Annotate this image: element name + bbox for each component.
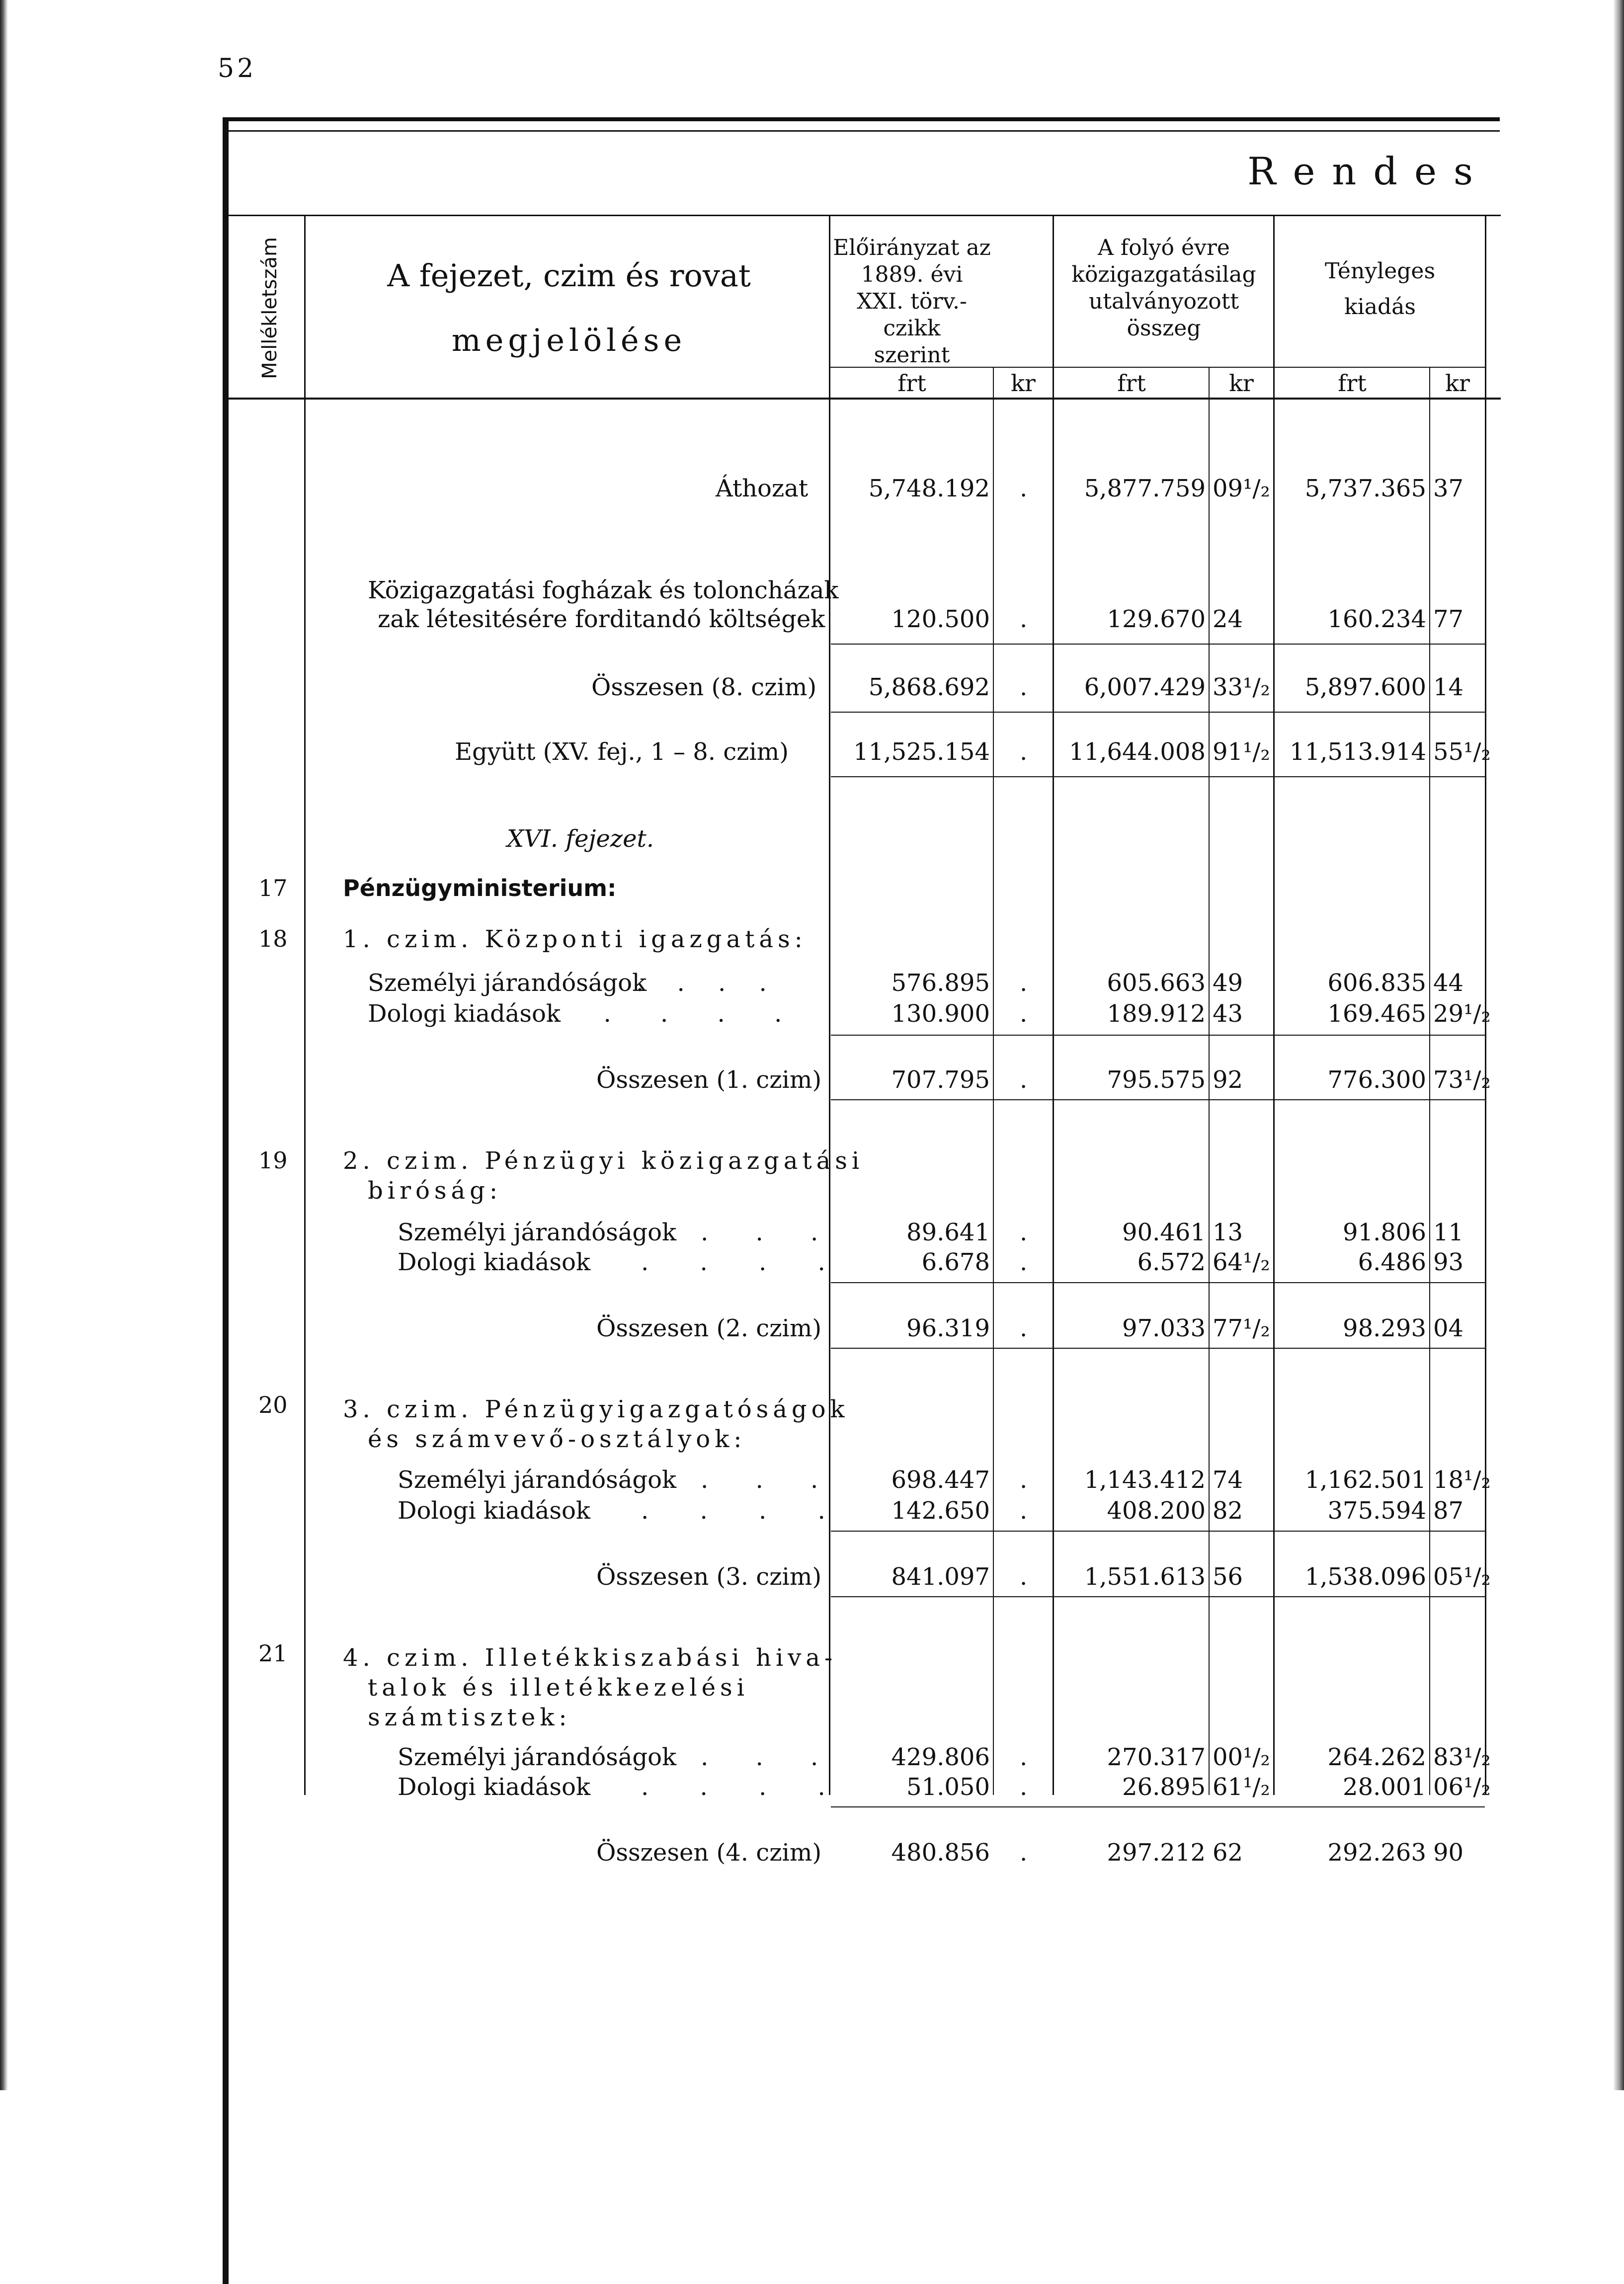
row-value-2: 6,007.429 [1084, 673, 1206, 701]
sum-rule [831, 1035, 1485, 1036]
row-value-3: 5,897.600 [1304, 673, 1426, 701]
header-description-1: A fejezet, czim és rovat [387, 257, 751, 294]
total-value-1: 707.795 [891, 1066, 990, 1094]
header-col2-line: A folyó évre [1098, 235, 1230, 260]
header-col1-line: XXI. törv.-czikk [857, 289, 967, 341]
item-value-1: 576.895 [891, 969, 990, 997]
leader-dots: . . . . [641, 1497, 847, 1525]
row-kr-3: 37 [1433, 475, 1464, 502]
sum-rule [831, 776, 1485, 777]
item-value-3: 264.262 [1327, 1743, 1426, 1771]
unit-frt-2: frt [1117, 370, 1146, 397]
item-kr-2: 82 [1213, 1497, 1243, 1525]
item-value-1: 142.650 [891, 1497, 990, 1525]
row-value-1: 5,868.692 [868, 673, 990, 701]
item-value-1: 130.900 [891, 1000, 990, 1028]
item-label: Személyi járandóságok [368, 969, 647, 997]
row-kr-1: . [1020, 673, 1028, 701]
total-kr-1: . [1020, 1314, 1028, 1342]
header-col3 [1275, 253, 1485, 325]
item-label: Dologi kiadások [398, 1497, 590, 1525]
item-kr-3: 18¹/₂ [1433, 1466, 1491, 1494]
item-label: Személyi járandóságok [398, 1219, 677, 1246]
row-value-2: 5,877.759 [1084, 475, 1206, 502]
block-number: 21 [258, 1640, 288, 1667]
row-value-1: 11,525.154 [853, 738, 990, 766]
total-kr-3: 04 [1433, 1314, 1464, 1342]
scan-edge-left [0, 0, 8, 2090]
total-kr-2: 77¹/₂ [1213, 1314, 1270, 1342]
item-kr-1: . [1020, 1000, 1028, 1028]
row-value-1: 5,748.192 [868, 475, 990, 502]
item-value-2: 26.895 [1122, 1773, 1206, 1801]
row-kr-2: 09¹/₂ [1213, 475, 1270, 502]
sum-rule [831, 1348, 1485, 1349]
item-value-2: 605.663 [1107, 969, 1206, 997]
row-value-3: 160.234 [1327, 605, 1426, 633]
unit-kr-2: kr [1229, 370, 1254, 397]
block-title: talok és illetékkezelési [368, 1674, 749, 1702]
col-rule-2kr [1209, 368, 1210, 1795]
row-kr-2: 33¹/₂ [1213, 673, 1270, 701]
row-kr-2: 91¹/₂ [1213, 738, 1270, 766]
item-label: Személyi járandóságok [398, 1743, 677, 1771]
unit-frt-3: frt [1338, 370, 1367, 397]
total-value-2: 297.212 [1107, 1839, 1206, 1867]
header-col2 [1055, 235, 1273, 342]
item-value-1: 6.678 [921, 1248, 990, 1276]
header-col3-line: Tényleges [1324, 258, 1436, 284]
item-kr-1: . [1020, 1773, 1028, 1801]
item-kr-1: . [1020, 1219, 1028, 1246]
header-col2-line: utalványozott [1088, 289, 1239, 314]
item-kr-2: 74 [1213, 1466, 1243, 1494]
sum-rule [831, 1596, 1485, 1597]
total-label: Összesen (1. czim) [596, 1066, 822, 1094]
total-value-3: 292.263 [1327, 1839, 1426, 1867]
total-kr-1: . [1020, 1839, 1028, 1867]
total-value-3: 1,538.096 [1304, 1563, 1426, 1591]
item-value-2: 1,143.412 [1084, 1466, 1206, 1494]
block-title: 4. czim. Illetékkiszabási hiva- [343, 1644, 837, 1672]
total-kr-3: 73¹/₂ [1433, 1066, 1491, 1094]
row-label: Együtt (XV. fej., 1 – 8. czim) [455, 738, 789, 766]
leader-dots: . . . . [641, 1248, 847, 1276]
row-value-3: 11,513.914 [1290, 738, 1426, 766]
row-label-line1: Közigazgatási fogházak és toloncházak [368, 576, 839, 604]
total-kr-1: . [1020, 1563, 1028, 1591]
total-label: Összesen (4. czim) [596, 1839, 822, 1867]
row-value-3: 5,737.365 [1304, 475, 1426, 502]
col-rule-1kr [993, 368, 994, 1795]
scan-edge-right [1613, 0, 1624, 2090]
sum-rule [831, 1282, 1485, 1283]
unit-frt-1: frt [897, 370, 926, 397]
header-col1-line: Előirányzat az [833, 235, 991, 260]
col-rule-no [304, 215, 306, 1795]
item-kr-1: . [1020, 1743, 1028, 1771]
unit-kr-1: kr [1011, 370, 1036, 397]
leader-dots: . . . . [636, 969, 780, 997]
total-kr-2: 92 [1213, 1066, 1243, 1094]
block-title: 3. czim. Pénzügyigazgatóságok [343, 1395, 849, 1423]
item-kr-3: 93 [1433, 1248, 1464, 1276]
total-kr-3: 90 [1433, 1839, 1464, 1867]
item-kr-2: 00¹/₂ [1213, 1743, 1270, 1771]
page-number: 52 [218, 54, 257, 83]
section-title: Rendes [1247, 149, 1490, 193]
item-kr-3: 29¹/₂ [1433, 1000, 1491, 1028]
header-rotated-label: Mellékletszám [258, 237, 281, 379]
sum-rule [831, 644, 1485, 645]
total-kr-3: 05¹/₂ [1433, 1563, 1491, 1591]
row-kr-1: . [1020, 475, 1028, 502]
col-rule-2 [1053, 215, 1054, 1795]
row-label: Áthozat [716, 475, 809, 502]
leader-dots: . . . . [641, 1773, 847, 1801]
item-value-1: 698.447 [891, 1466, 990, 1494]
item-kr-2: 13 [1213, 1219, 1243, 1246]
row-label: Összesen (8. czim) [591, 673, 817, 701]
item-label: Dologi kiadások [398, 1248, 590, 1276]
row-label-line2: zak létesitésére forditandó költségek [378, 605, 825, 633]
item-kr-1: . [1020, 1466, 1028, 1494]
item-kr-2: 49 [1213, 969, 1243, 997]
item-value-3: 6.486 [1358, 1248, 1426, 1276]
total-value-2: 795.575 [1107, 1066, 1206, 1094]
col-rule-3kr [1429, 368, 1430, 1795]
item-kr-2: 61¹/₂ [1213, 1773, 1270, 1801]
frame-top-rule-thin [228, 130, 1500, 132]
frame-top-rule [223, 117, 1500, 121]
item-kr-1: . [1020, 969, 1028, 997]
item-value-2: 270.317 [1107, 1743, 1206, 1771]
total-kr-2: 56 [1213, 1563, 1243, 1591]
header-top-rule [229, 215, 1501, 216]
col-rule-1 [829, 215, 830, 1795]
item-value-3: 28.001 [1343, 1773, 1426, 1801]
item-value-1: 89.641 [906, 1219, 990, 1246]
block-title: 2. czim. Pénzügyi közigazgatási [343, 1147, 864, 1175]
total-label: Összesen (2. czim) [596, 1314, 822, 1342]
header-col1 [831, 235, 993, 369]
item-label: Személyi járandóságok [398, 1466, 677, 1494]
item-kr-2: 64¹/₂ [1213, 1248, 1270, 1276]
item-kr-2: 43 [1213, 1000, 1243, 1028]
sum-rule [831, 712, 1485, 713]
item-kr-3: 83¹/₂ [1433, 1743, 1491, 1771]
row-value-2: 129.670 [1107, 605, 1206, 633]
block-number: 18 [258, 925, 288, 952]
unit-kr-3: kr [1445, 370, 1470, 397]
sum-rule [831, 1099, 1485, 1100]
leader-dots: . . . . . [547, 1000, 803, 1028]
sum-rule [831, 1806, 1485, 1807]
item-value-3: 375.594 [1327, 1497, 1426, 1525]
header-col1-line: 1889. évi [861, 262, 963, 287]
item-value-1: 429.806 [891, 1743, 990, 1771]
item-value-3: 91.806 [1343, 1219, 1426, 1246]
item-kr-3: 44 [1433, 969, 1464, 997]
row-value-1: 120.500 [891, 605, 990, 633]
total-kr-2: 62 [1213, 1839, 1243, 1867]
total-label: Összesen (3. czim) [596, 1563, 822, 1591]
total-value-1: 841.097 [891, 1563, 990, 1591]
item-value-3: 1,162.501 [1304, 1466, 1426, 1494]
frame-left-rule [223, 117, 229, 2284]
block-title: és számvevő-osztályok: [368, 1425, 746, 1453]
item-kr-3: 87 [1433, 1497, 1464, 1525]
block-number: 19 [258, 1147, 288, 1174]
leader-dots: . . . [701, 1219, 838, 1246]
ministry-number: 17 [258, 875, 288, 901]
row-kr-1: . [1020, 605, 1028, 633]
item-value-2: 408.200 [1107, 1497, 1206, 1525]
leader-dots: . . . [701, 1466, 838, 1494]
item-label: Dologi kiadások [398, 1773, 590, 1801]
header-bottom-rule [229, 398, 1501, 400]
row-kr-2: 24 [1213, 605, 1243, 633]
row-kr-3: 77 [1433, 605, 1464, 633]
row-kr-3: 55¹/₂ [1433, 738, 1491, 766]
header-col2-line: közigazgatásilag [1071, 262, 1256, 287]
item-kr-1: . [1020, 1248, 1028, 1276]
header-col2-line: összeg [1127, 316, 1201, 341]
item-value-2: 6.572 [1137, 1248, 1206, 1276]
sum-rule [831, 1531, 1485, 1532]
row-kr-1: . [1020, 738, 1028, 766]
item-value-2: 90.461 [1122, 1219, 1206, 1246]
ministry-title: Pénzügyministerium: [343, 875, 617, 901]
row-kr-3: 14 [1433, 673, 1464, 701]
item-kr-3: 11 [1433, 1219, 1464, 1246]
chapter-title: XVI. fejezet. [507, 825, 654, 853]
block-number: 20 [258, 1391, 288, 1418]
item-kr-3: 06¹/₂ [1433, 1773, 1491, 1801]
item-label: Dologi kiadások [368, 1000, 561, 1028]
total-value-3: 776.300 [1327, 1066, 1426, 1094]
item-value-3: 606.835 [1327, 969, 1426, 997]
total-value-2: 1,551.613 [1084, 1563, 1206, 1591]
header-col3-line: kiadás [1344, 294, 1416, 320]
item-value-2: 189.912 [1107, 1000, 1206, 1028]
item-kr-1: . [1020, 1497, 1028, 1525]
block-title: biróság: [368, 1177, 502, 1205]
total-kr-1: . [1020, 1066, 1028, 1094]
total-value-2: 97.033 [1122, 1314, 1206, 1342]
block-title: számtisztek: [368, 1704, 571, 1731]
col-rule-3 [1273, 215, 1275, 1795]
block-title: 1. czim. Központi igazgatás: [343, 925, 807, 953]
total-value-1: 480.856 [891, 1839, 990, 1867]
total-value-1: 96.319 [906, 1314, 990, 1342]
leader-dots: . . . [701, 1743, 838, 1771]
item-value-1: 51.050 [906, 1773, 990, 1801]
header-col1-line: szerint [874, 342, 950, 368]
header-description-2: megjelölése [451, 322, 687, 358]
total-value-3: 98.293 [1343, 1314, 1426, 1342]
row-value-2: 11,644.008 [1069, 738, 1206, 766]
item-value-3: 169.465 [1327, 1000, 1426, 1028]
